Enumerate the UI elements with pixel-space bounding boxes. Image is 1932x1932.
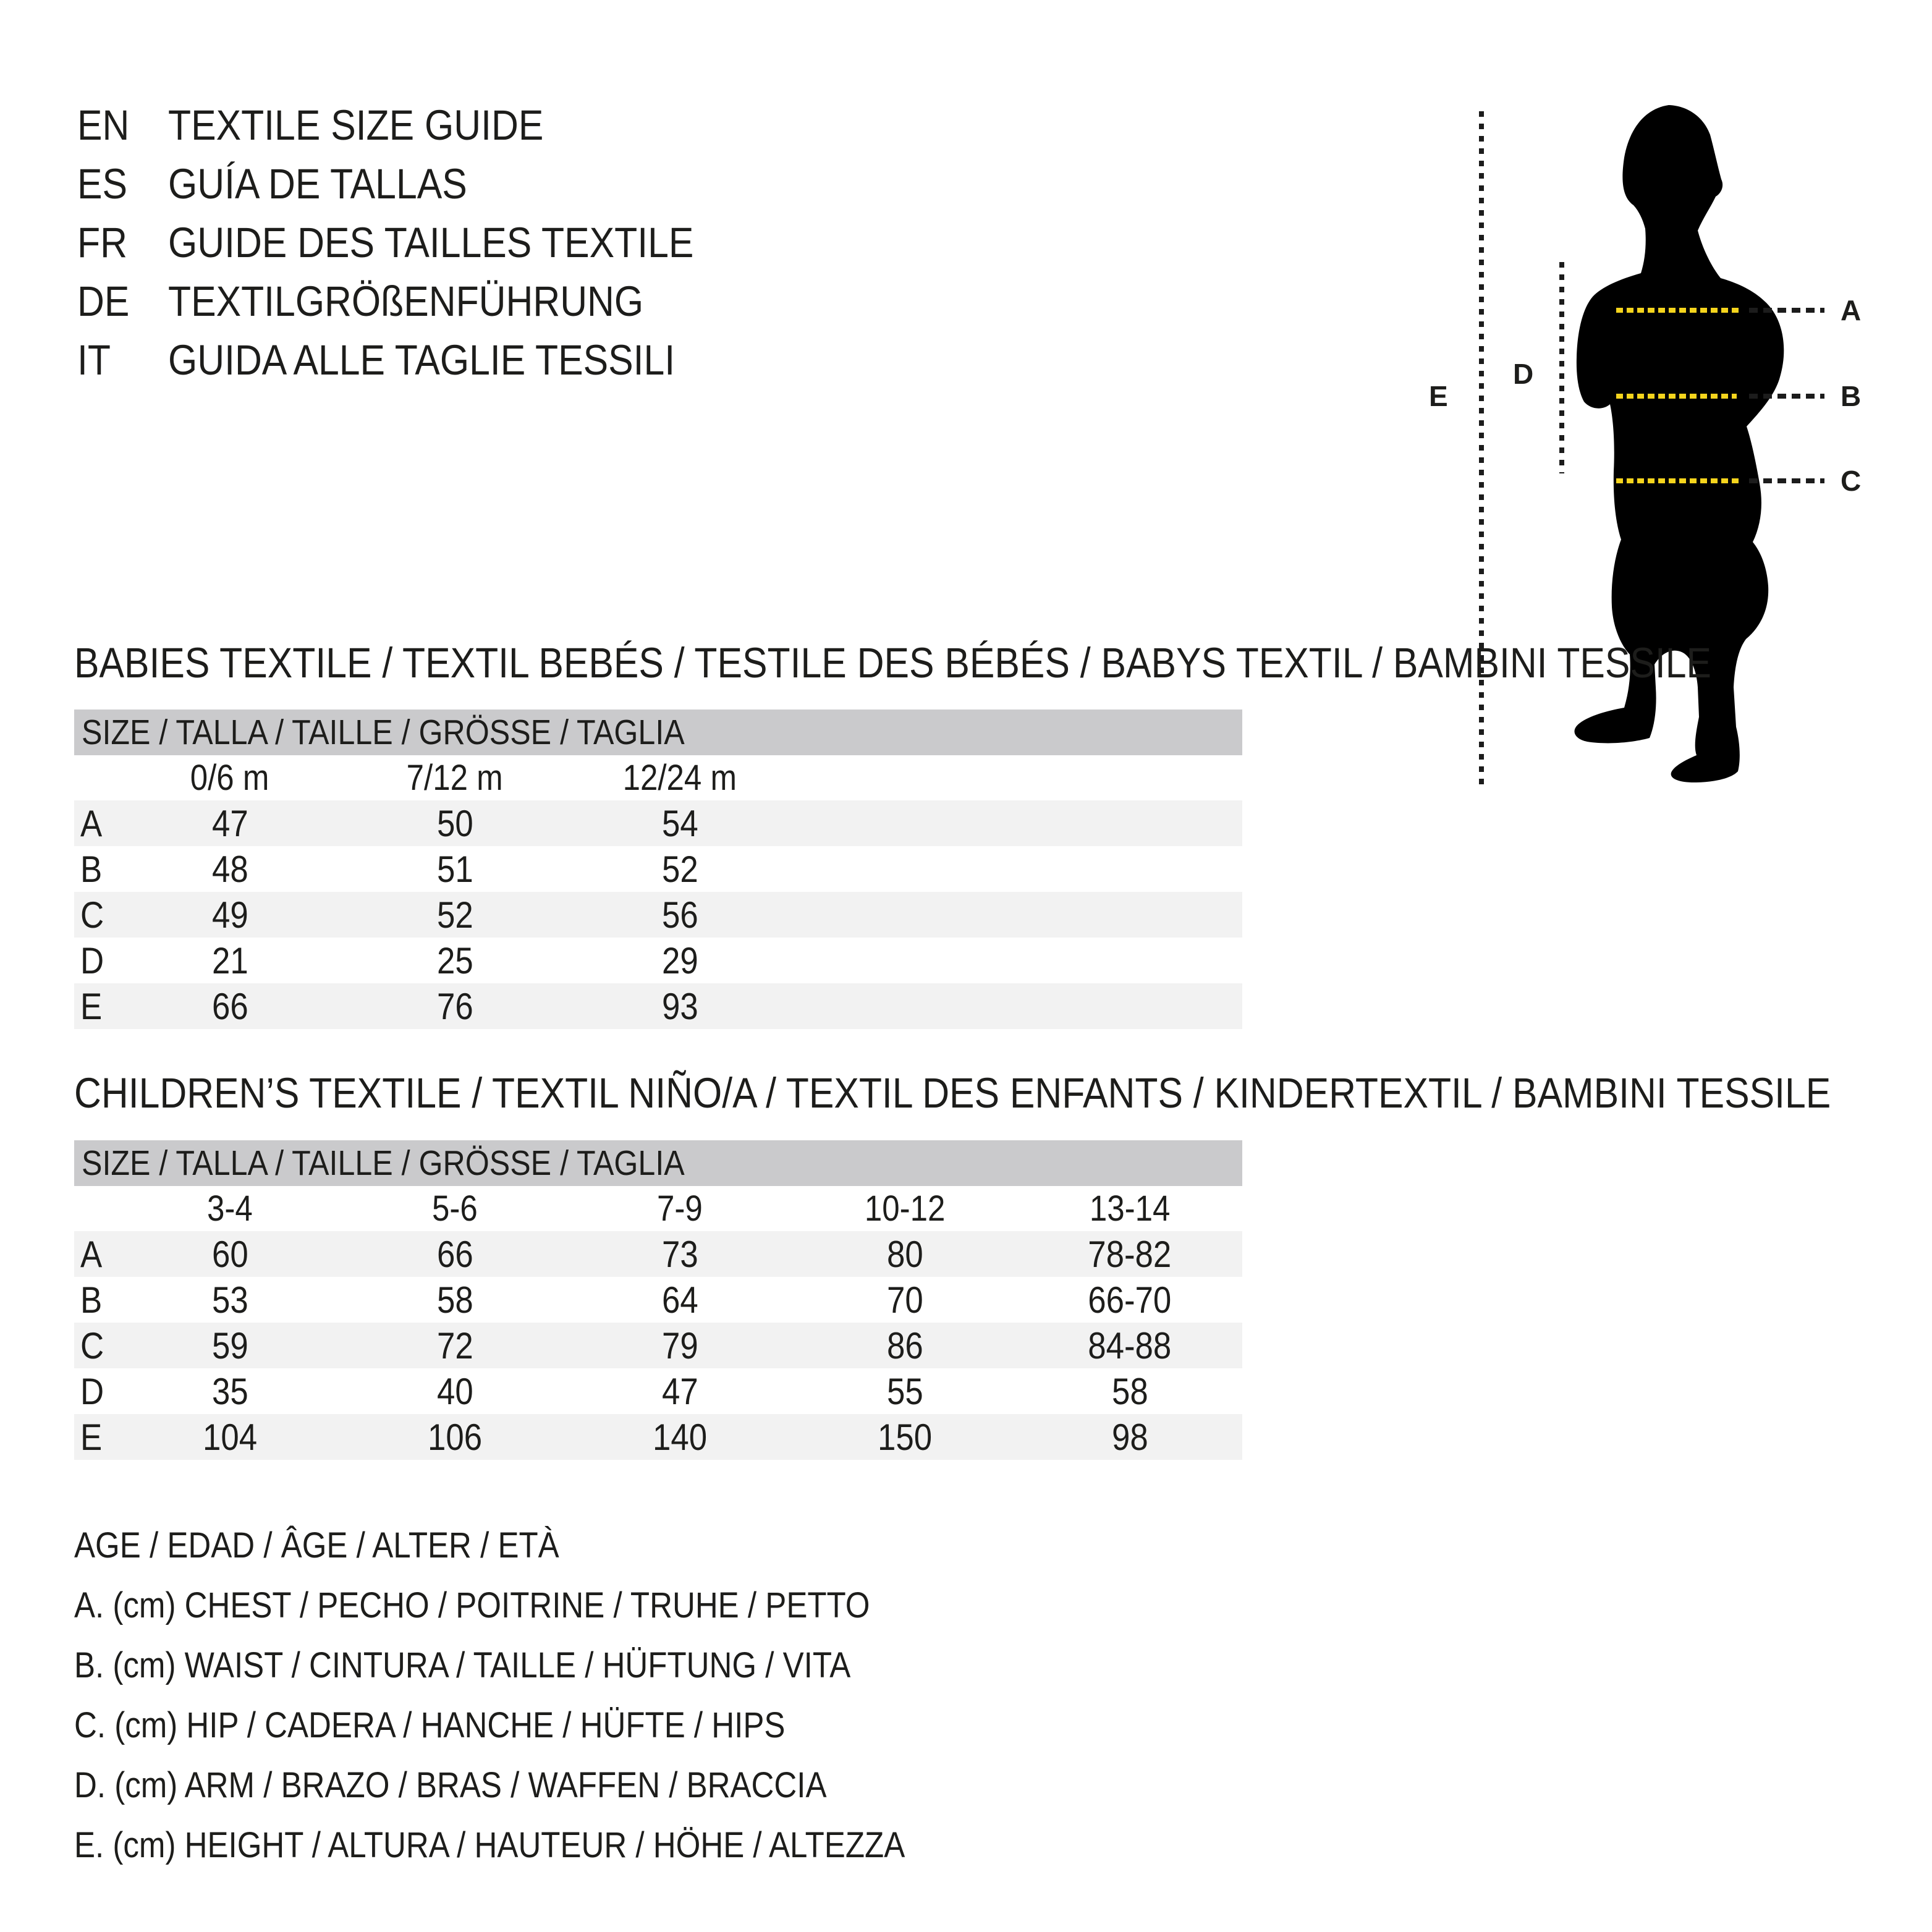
- column-header: 10-12: [864, 1188, 946, 1229]
- table-row: [74, 846, 1242, 892]
- table-cell: 93: [661, 985, 698, 1027]
- column-header: 3-4: [207, 1188, 253, 1229]
- table-cell: 58: [1111, 1370, 1148, 1412]
- table-cell: 72: [436, 1324, 473, 1366]
- figure-label-chest: A: [1841, 294, 1862, 326]
- table-row: [74, 1323, 1242, 1368]
- table-cell: 79: [661, 1324, 698, 1366]
- table-row: [74, 1277, 1242, 1323]
- figure-label-height: E: [1429, 380, 1448, 412]
- children-section-title: CHILDREN’S TEXTILE / TEXTIL NIÑO/A / TEXTIL DES ENFANTS / KINDERTEXTIL / BAMBINI TESSILE: [74, 1069, 1831, 1117]
- legend-waist-line: B. (cm) WAIST / CINTURA / TAILLE / HÜFTUNG / VITA: [74, 1645, 851, 1685]
- table-row: [74, 892, 1242, 938]
- column-header: 0/6 m: [190, 758, 269, 798]
- table-cell: 76: [436, 985, 473, 1027]
- table-cell: 29: [661, 939, 698, 981]
- table-cell: 47: [661, 1370, 698, 1412]
- size-header-bar: SIZE / TALLA / TAILLE / GRÖSSE / TAGLIA: [74, 1140, 1242, 1186]
- table-cell: 60: [211, 1233, 248, 1275]
- legend-arm-line: D. (cm) ARM / BRAZO / BRAS / WAFFEN / BRACCIA: [74, 1765, 827, 1805]
- language-code: FR: [77, 219, 127, 266]
- row-label: E: [80, 985, 103, 1027]
- language-title: GUIDE DES TAILLES TEXTILE: [168, 219, 694, 266]
- table-cell: 49: [211, 894, 248, 936]
- table-cell: 80: [886, 1233, 923, 1275]
- column-header: 7/12 m: [406, 758, 504, 798]
- children-column-headers: [74, 1186, 1242, 1231]
- table-row: [74, 1368, 1242, 1414]
- table-cell: 150: [877, 1416, 933, 1458]
- size-header-bar: SIZE / TALLA / TAILLE / GRÖSSE / TAGLIA: [74, 710, 1242, 755]
- legend-hip-line: C. (cm) HIP / CADERA / HANCHE / HÜFTE / HIPS: [74, 1705, 786, 1745]
- table-cell: 48: [211, 848, 248, 890]
- babies-column-headers: [74, 755, 1242, 800]
- language-code: EN: [77, 101, 130, 149]
- children-size-table: [74, 1140, 1242, 1460]
- table-cell: 64: [661, 1279, 698, 1321]
- table-cell: 35: [211, 1370, 248, 1412]
- language-title: GUÍA DE TALLAS: [168, 160, 467, 208]
- table-cell: 104: [202, 1416, 258, 1458]
- table-row: [74, 1231, 1242, 1277]
- table-cell: 66: [211, 985, 248, 1027]
- table-cell: 54: [661, 802, 698, 844]
- table-cell: 73: [661, 1233, 698, 1275]
- legend-age-line: AGE / EDAD / ÂGE / ALTER / ETÀ: [74, 1525, 559, 1566]
- table-cell: 140: [652, 1416, 708, 1458]
- table-cell: 51: [436, 848, 473, 890]
- row-label: A: [80, 1233, 103, 1275]
- table-cell: 78-82: [1088, 1233, 1172, 1275]
- language-title: TEXTILE SIZE GUIDE: [168, 101, 544, 149]
- figure-label-waist: B: [1841, 380, 1862, 412]
- table-cell: 40: [436, 1370, 473, 1412]
- table-cell: 55: [886, 1370, 923, 1412]
- row-label: C: [80, 894, 104, 936]
- table-cell: 56: [661, 894, 698, 936]
- column-header: 7-9: [657, 1188, 703, 1229]
- table-cell: 84-88: [1088, 1324, 1172, 1366]
- row-label: B: [80, 848, 103, 890]
- figure-label-arm: D: [1513, 358, 1534, 390]
- table-cell: 21: [211, 939, 248, 981]
- table-cell: 53: [211, 1279, 248, 1321]
- table-cell: 25: [436, 939, 473, 981]
- row-label: D: [80, 1370, 104, 1412]
- table-cell: 66: [436, 1233, 473, 1275]
- table-cell: 52: [661, 848, 698, 890]
- language-title: GUIDA ALLE TAGLIE TESSILI: [168, 336, 676, 384]
- table-cell: 106: [427, 1416, 483, 1458]
- table-cell: 66-70: [1088, 1279, 1172, 1321]
- table-row: [74, 938, 1242, 983]
- row-label: C: [80, 1324, 104, 1366]
- babies-size-table: [74, 710, 1242, 1029]
- table-row: [74, 1414, 1242, 1460]
- table-row: [74, 983, 1242, 1029]
- legend-chest-line: A. (cm) CHEST / PECHO / POITRINE / TRUHE / PETTO: [74, 1585, 870, 1625]
- row-label: A: [80, 802, 103, 844]
- row-label: D: [80, 939, 104, 981]
- row-label: B: [80, 1279, 103, 1321]
- column-header: 13-14: [1089, 1188, 1171, 1229]
- table-cell: 52: [436, 894, 473, 936]
- language-code: ES: [77, 160, 128, 208]
- row-label: E: [80, 1416, 103, 1458]
- language-code: IT: [77, 336, 111, 384]
- language-title: TEXTILGRÖßENFÜHRUNG: [168, 278, 644, 325]
- table-row: [74, 800, 1242, 846]
- table-cell: 50: [436, 802, 473, 844]
- table-cell: 86: [886, 1324, 923, 1366]
- legend-height-line: E. (cm) HEIGHT / ALTURA / HAUTEUR / HÖHE / ALTEZZA: [74, 1825, 905, 1865]
- table-cell: 58: [436, 1279, 473, 1321]
- table-cell: 98: [1111, 1416, 1148, 1458]
- babies-section-title: BABIES TEXTILE / TEXTIL BEBÉS / TESTILE DES BÉBÉS / BABYS TEXTIL / BAMBINI TESSILE: [74, 639, 1712, 687]
- table-cell: 47: [211, 802, 248, 844]
- column-header: 12/24 m: [622, 758, 737, 798]
- table-cell: 59: [211, 1324, 248, 1366]
- table-cell: 70: [886, 1279, 923, 1321]
- column-header: 5-6: [432, 1188, 478, 1229]
- language-code: DE: [77, 278, 130, 325]
- figure-label-hip: C: [1841, 465, 1862, 497]
